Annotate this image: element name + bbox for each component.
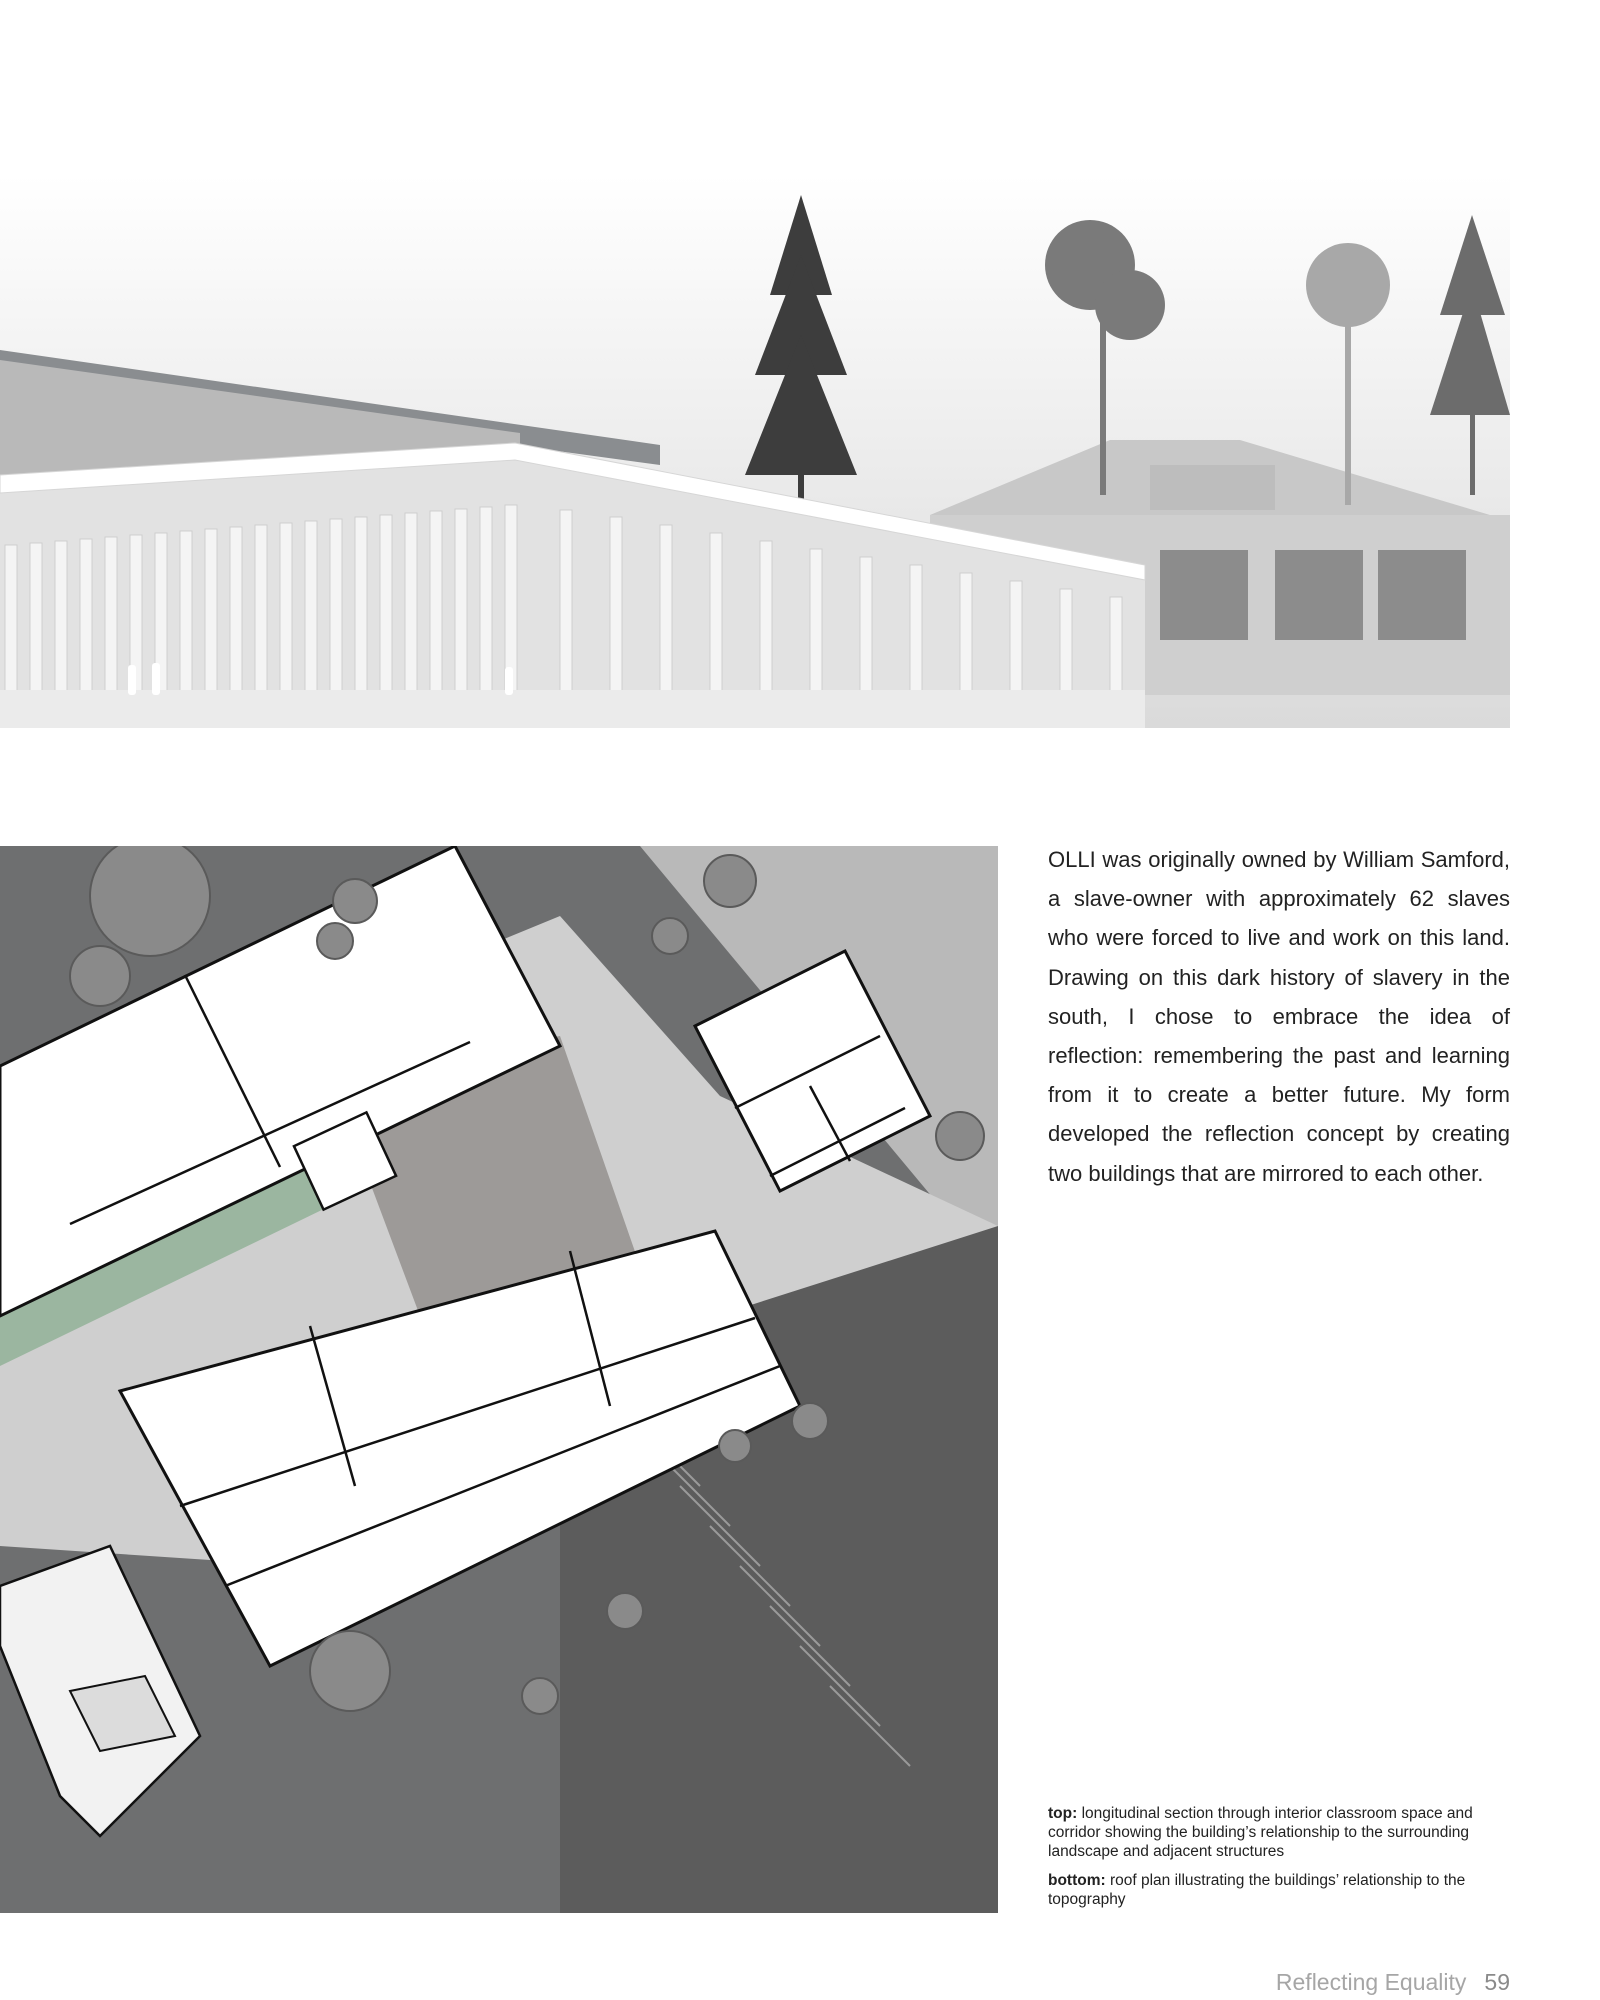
publication-title: Reflecting Equality: [1275, 1969, 1467, 1995]
caption-top-label: top:: [1048, 1805, 1078, 1822]
figure-captions: [1048, 1804, 1518, 1919]
caption-bottom-text: roof plan illustrating the buildings’ relationship to the topography: [1048, 1872, 1466, 1908]
house-window: [1275, 550, 1363, 640]
caption-top: [1048, 1804, 1518, 1861]
house-window: [1378, 550, 1466, 640]
caption-bottom: [1048, 1871, 1518, 1909]
caption-top-text: longitudinal section through interior classroom space and corridor showing the building’s relationship to the surrounding landscape and adjacent structures: [1048, 1805, 1473, 1860]
ground-strip: [0, 690, 1145, 728]
house-window: [1160, 550, 1248, 640]
caption-bottom-label: bottom:: [1048, 1872, 1106, 1889]
house-chimney: [1150, 465, 1275, 510]
section-drawing: [0, 175, 1510, 728]
page-number: 59: [1484, 1969, 1510, 1995]
roof-plan-drawing: [0, 846, 998, 1913]
page-footer: [1276, 1969, 1510, 1996]
body-paragraph: OLLI was originally owned by William Samford, a slave-owner with approximately 62 slaves who were forced to live and work on this land. Drawing on this dark history of slavery in the south, I chose to embrace the idea of reflection: remembering the past and learning from it to create a better future. My form developed the reflection concept by creating two buildings that are mirrored to each other.: [1048, 847, 1510, 1186]
